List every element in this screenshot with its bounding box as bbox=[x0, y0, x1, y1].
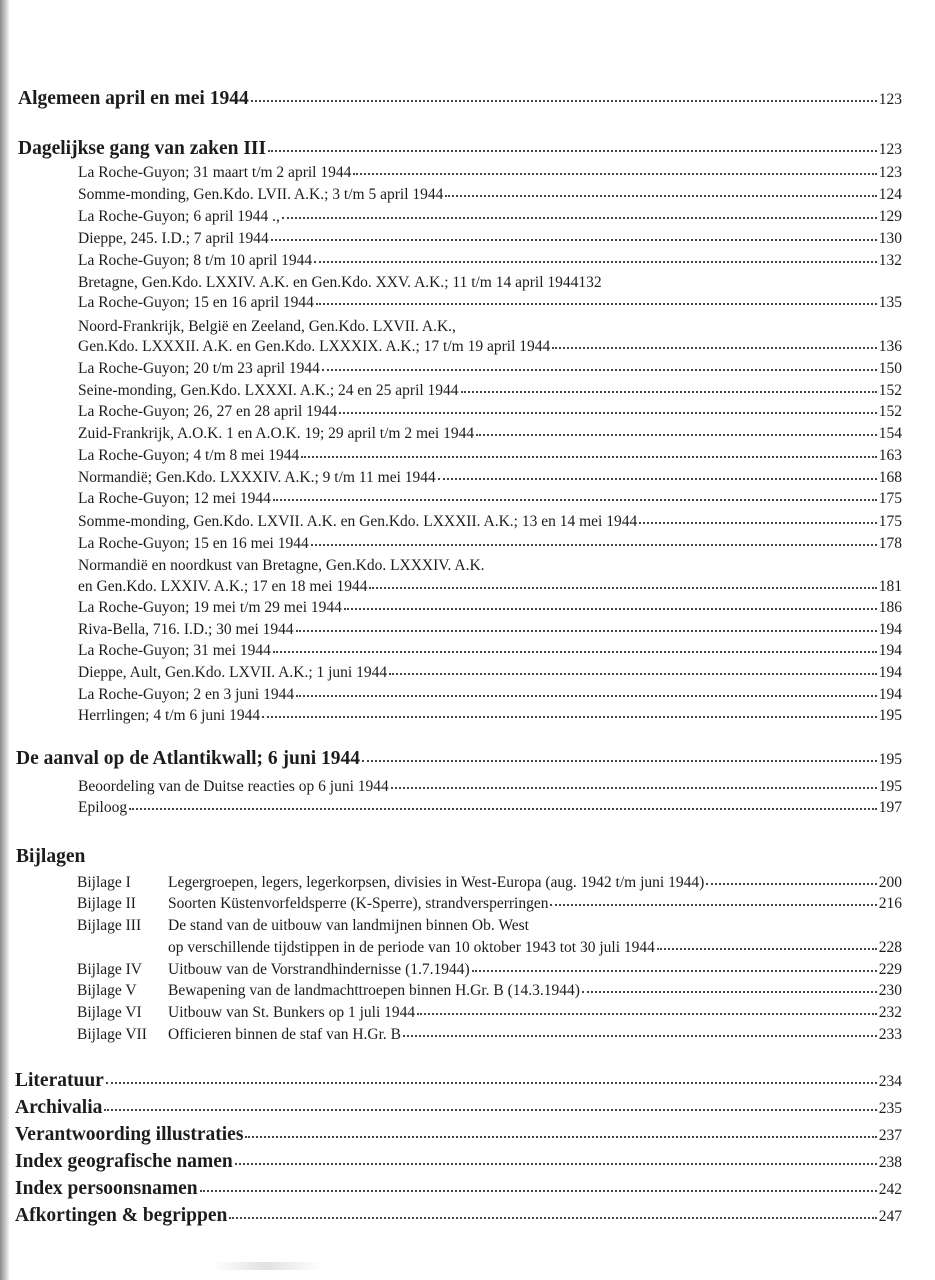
entry-label: en Gen.Kdo. LXXIV. A.K.; 17 en 18 mei 1944 bbox=[78, 578, 368, 595]
entry-label: Uitbouw van St. Bunkers op 1 juli 1944 bbox=[168, 1004, 416, 1021]
entry-label: Riva-Bella, 716. I.D.; 30 mei 1944 bbox=[78, 621, 294, 638]
section-title: De aanval op de Atlantikwall; 6 juni 1944 bbox=[16, 748, 361, 769]
appendix-entry[interactable] bbox=[77, 874, 902, 892]
dot-leader bbox=[104, 1109, 876, 1111]
dot-leader bbox=[639, 522, 877, 524]
page-number: 123 bbox=[878, 91, 902, 108]
entry-label: Somme-monding, Gen.Kdo. LVII. A.K.; 3 t/m 5 april 1944 bbox=[78, 186, 444, 203]
toc-entry[interactable] bbox=[78, 403, 902, 421]
dot-leader bbox=[268, 150, 877, 152]
page-number: 152 bbox=[878, 403, 902, 420]
page-number: 232 bbox=[878, 1004, 902, 1021]
dot-leader bbox=[129, 808, 877, 810]
page-number: 242 bbox=[878, 1181, 902, 1198]
page-number: 237 bbox=[878, 1127, 902, 1144]
toc-entry[interactable] bbox=[78, 664, 902, 682]
toc-entry[interactable] bbox=[78, 513, 902, 531]
toc-entry[interactable] bbox=[78, 164, 902, 182]
toc-entry[interactable] bbox=[78, 425, 902, 443]
dot-leader bbox=[552, 347, 876, 349]
entry-label: Herrlingen; 4 t/m 6 juni 1944 bbox=[78, 707, 261, 724]
entry-label: Dieppe, 245. I.D.; 7 april 1944 bbox=[78, 230, 269, 247]
entry-label: La Roche-Guyon; 15 en 16 april 1944 bbox=[78, 294, 314, 311]
dot-leader bbox=[271, 239, 877, 241]
appendix-entry[interactable] bbox=[77, 982, 902, 1000]
toc-section[interactable] bbox=[15, 1151, 902, 1173]
toc-entry[interactable] bbox=[78, 642, 902, 660]
section-title: Verantwoording illustraties bbox=[15, 1124, 244, 1145]
appendix-entry[interactable] bbox=[77, 917, 902, 935]
toc-entry[interactable] bbox=[78, 578, 902, 596]
entry-label: La Roche-Guyon; 8 t/m 10 april 1944 bbox=[78, 252, 313, 269]
dot-leader bbox=[322, 369, 877, 371]
entry-label: La Roche-Guyon; 26, 27 en 28 april 1944 bbox=[78, 403, 338, 420]
toc-entry[interactable] bbox=[78, 208, 902, 226]
entry-label: La Roche-Guyon; 19 mei t/m 29 mei 1944 bbox=[78, 599, 342, 616]
entry-label: La Roche-Guyon; 20 t/m 23 april 1944 bbox=[78, 360, 320, 377]
toc-section[interactable] bbox=[15, 1178, 902, 1200]
entry-label: Gen.Kdo. LXXXII. A.K. en Gen.Kdo. LXXXIX. A.K.; 17 t/m 19 april 1944 bbox=[78, 338, 551, 355]
entry-label: La Roche-Guyon; 15 en 16 mei 1944 bbox=[78, 535, 309, 552]
entry-label: La Roche-Guyon; 12 mei 1944 bbox=[78, 490, 271, 507]
dot-leader bbox=[369, 587, 876, 589]
appendix-number: Bijlage VII bbox=[77, 1026, 147, 1043]
entry-label: Officieren binnen de staf van H.Gr. B bbox=[168, 1026, 402, 1043]
page-number: 178 bbox=[878, 535, 902, 552]
section-title: Literatuur bbox=[15, 1070, 104, 1091]
dot-leader bbox=[391, 787, 877, 789]
entry-label: Normandië; Gen.Kdo. LXXXIV. A.K.; 9 t/m 11 mei 1944 bbox=[78, 469, 436, 486]
appendix-number: Bijlage I bbox=[77, 874, 131, 891]
entry-label: op verschillende tijdstippen in de periode van 10 oktober 1943 tot 30 juli 1944 bbox=[168, 939, 655, 956]
entry-label: Somme-monding, Gen.Kdo. LXVII. A.K. en Gen.Kdo. LXXXII. A.K.; 13 en 14 mei 1944 bbox=[78, 513, 638, 530]
page-number: 132 bbox=[878, 252, 902, 269]
appendix-entry[interactable] bbox=[77, 961, 902, 979]
appendix-entry[interactable] bbox=[168, 939, 902, 957]
page-number: 195 bbox=[878, 778, 902, 795]
appendix-entry[interactable] bbox=[77, 1004, 902, 1022]
dot-leader bbox=[200, 1190, 877, 1192]
entry-label: La Roche-Guyon; 31 mei 1944 bbox=[78, 642, 271, 659]
toc-entry[interactable] bbox=[78, 382, 902, 400]
dot-leader bbox=[296, 630, 877, 632]
page-number: 238 bbox=[878, 1154, 902, 1171]
page-number: 123 bbox=[878, 164, 902, 181]
page-number: 154 bbox=[878, 425, 902, 442]
section-title: Afkortingen & begrippen bbox=[15, 1205, 228, 1226]
dot-leader bbox=[301, 456, 876, 458]
appendix-number: Bijlage II bbox=[77, 895, 136, 912]
dot-leader bbox=[461, 391, 877, 393]
section-title[interactable]: Bijlagen bbox=[16, 846, 86, 867]
entry-label: Zuid-Frankrijk, A.O.K. 1 en A.O.K. 19; 29 april t/m 2 mei 1944 bbox=[78, 425, 475, 442]
dot-leader bbox=[472, 970, 877, 972]
appendix-number: Bijlage III bbox=[77, 917, 142, 934]
page-number: 150 bbox=[878, 360, 902, 377]
page-number: 129 bbox=[878, 208, 902, 225]
section-title: Archivalia bbox=[15, 1097, 103, 1118]
toc-entry[interactable] bbox=[78, 799, 902, 817]
page-number: 124 bbox=[878, 186, 902, 203]
section-title: Dagelijkse gang van zaken III bbox=[18, 138, 267, 159]
toc-entry[interactable]: Bretagne, Gen.Kdo. LXXIV. A.K. en Gen.Kdo. XXV. A.K.; 11 t/m 14 april 1944132 bbox=[78, 274, 602, 291]
toc-section[interactable] bbox=[15, 1124, 902, 1146]
dot-leader bbox=[311, 544, 877, 546]
toc-section[interactable] bbox=[15, 1097, 902, 1119]
page-number: 194 bbox=[878, 621, 902, 638]
appendix-number: Bijlage V bbox=[77, 982, 137, 999]
page-number: 197 bbox=[878, 799, 902, 816]
toc-section[interactable] bbox=[18, 138, 902, 160]
page-number: 181 bbox=[878, 578, 902, 595]
entry-label: Seine-monding, Gen.Kdo. LXXXI. A.K.; 24 en 25 april 1944 bbox=[78, 382, 459, 399]
page-number: 195 bbox=[878, 707, 902, 724]
page-number: 136 bbox=[878, 338, 902, 355]
entry-label: Uitbouw van de Vorstrandhindernisse (1.7.1944) bbox=[168, 961, 470, 978]
page-number: 175 bbox=[878, 513, 902, 530]
dot-leader bbox=[251, 100, 877, 102]
page-number: 234 bbox=[878, 1073, 902, 1090]
toc-section[interactable] bbox=[15, 1205, 902, 1227]
dot-leader bbox=[417, 1013, 877, 1015]
dot-leader bbox=[438, 478, 877, 480]
toc-entry[interactable]: Noord-Frankrijk, België en Zeeland, Gen.Kdo. LXVII. A.K., bbox=[78, 318, 456, 335]
page-number: 230 bbox=[878, 982, 902, 999]
dot-leader bbox=[550, 904, 876, 906]
toc-section[interactable] bbox=[15, 1070, 902, 1092]
dot-leader bbox=[403, 1035, 877, 1037]
toc-entry[interactable] bbox=[78, 535, 902, 553]
section-title: Index geografische namen bbox=[15, 1151, 233, 1172]
appendix-entry[interactable] bbox=[77, 1026, 902, 1044]
dot-leader bbox=[657, 948, 877, 950]
dot-leader bbox=[282, 217, 877, 219]
appendix-number: Bijlage VI bbox=[77, 1004, 142, 1021]
dot-leader bbox=[106, 1082, 877, 1084]
appendix-number: Bijlage IV bbox=[77, 961, 142, 978]
page-number: 163 bbox=[878, 447, 902, 464]
toc-entry[interactable]: Normandië en noordkust van Bretagne, Gen.Kdo. LXXXIV. A.K. bbox=[78, 557, 485, 574]
dot-leader bbox=[353, 173, 876, 175]
dot-leader bbox=[362, 760, 877, 762]
dot-leader bbox=[339, 412, 877, 414]
toc-entry[interactable] bbox=[78, 707, 902, 725]
dot-leader bbox=[706, 883, 877, 885]
dot-leader bbox=[273, 499, 877, 501]
page-number: 200 bbox=[878, 874, 902, 891]
entry-label: Epiloog bbox=[78, 799, 128, 816]
appendix-entry[interactable] bbox=[77, 895, 902, 913]
page-number: 235 bbox=[878, 1100, 902, 1117]
page-number: 229 bbox=[878, 961, 902, 978]
dot-leader bbox=[314, 261, 877, 263]
page-number: 168 bbox=[878, 469, 902, 486]
toc-entry[interactable] bbox=[78, 252, 902, 270]
dot-leader bbox=[389, 673, 877, 675]
entry-label: Dieppe, Ault, Gen.Kdo. LXVII. A.K.; 1 juni 1944 bbox=[78, 664, 388, 681]
toc-entry[interactable] bbox=[78, 490, 902, 508]
toc-entry[interactable] bbox=[78, 599, 902, 617]
toc-entry[interactable] bbox=[78, 778, 902, 796]
toc-entry[interactable] bbox=[78, 360, 902, 378]
entry-label: La Roche-Guyon; 6 april 1944 ., bbox=[78, 208, 280, 225]
page-number: 195 bbox=[878, 751, 902, 768]
toc-section[interactable] bbox=[16, 748, 902, 770]
page-number: 194 bbox=[878, 686, 902, 703]
toc-entry[interactable] bbox=[78, 621, 902, 639]
dot-leader bbox=[296, 695, 877, 697]
page-number: 216 bbox=[878, 895, 902, 912]
dot-leader bbox=[273, 651, 877, 653]
page-number: 194 bbox=[878, 642, 902, 659]
entry-label: La Roche-Guyon; 31 maart t/m 2 april 1944 bbox=[78, 164, 352, 181]
entry-label: Beoordeling van de Duitse reacties op 6 juni 1944 bbox=[78, 778, 389, 795]
entry-label: La Roche-Guyon; 4 t/m 8 mei 1944 bbox=[78, 447, 300, 464]
page-number: 194 bbox=[878, 664, 902, 681]
section-title: Index persoonsnamen bbox=[15, 1178, 198, 1199]
toc-entry[interactable] bbox=[78, 186, 902, 204]
page-number: 135 bbox=[878, 294, 902, 311]
dot-leader bbox=[316, 303, 877, 305]
dot-leader bbox=[229, 1217, 876, 1219]
entry-label: De stand van de uitbouw van landmijnen binnen Ob. West bbox=[168, 917, 529, 934]
page-number: 233 bbox=[878, 1026, 902, 1043]
entry-label: Soorten Küstenvorfeldsperre (K-Sperre), strandversperringen bbox=[168, 895, 549, 912]
scan-smudge bbox=[212, 1262, 322, 1270]
page-number: 186 bbox=[878, 599, 902, 616]
dot-leader bbox=[445, 195, 876, 197]
toc-entry[interactable] bbox=[78, 686, 902, 704]
dot-leader bbox=[582, 991, 877, 993]
toc-entry[interactable] bbox=[78, 338, 902, 356]
dot-leader bbox=[245, 1136, 876, 1138]
page-number: 130 bbox=[878, 230, 902, 247]
page-number: 175 bbox=[878, 490, 902, 507]
dot-leader bbox=[235, 1163, 877, 1165]
section-title: Algemeen april en mei 1944 bbox=[18, 88, 249, 109]
entry-label: Legergroepen, legers, legerkorpsen, divisies in West-Europa (aug. 1942 t/m juni 1944) bbox=[168, 874, 705, 891]
toc-entry[interactable] bbox=[78, 469, 902, 487]
dot-leader bbox=[476, 434, 877, 436]
entry-label: Bewapening van de landmachttroepen binnen H.Gr. B (14.3.1944) bbox=[168, 982, 580, 999]
page-number: 123 bbox=[878, 141, 902, 158]
toc-entry[interactable] bbox=[78, 230, 902, 248]
page-number: 228 bbox=[878, 939, 902, 956]
entry-label: La Roche-Guyon; 2 en 3 juni 1944 bbox=[78, 686, 295, 703]
dot-leader bbox=[262, 716, 877, 718]
dot-leader bbox=[344, 608, 877, 610]
toc-section[interactable] bbox=[18, 88, 902, 110]
toc-entry[interactable] bbox=[78, 447, 902, 465]
toc-entry[interactable] bbox=[78, 294, 902, 312]
page-number: 247 bbox=[878, 1208, 902, 1225]
page-number: 152 bbox=[878, 382, 902, 399]
